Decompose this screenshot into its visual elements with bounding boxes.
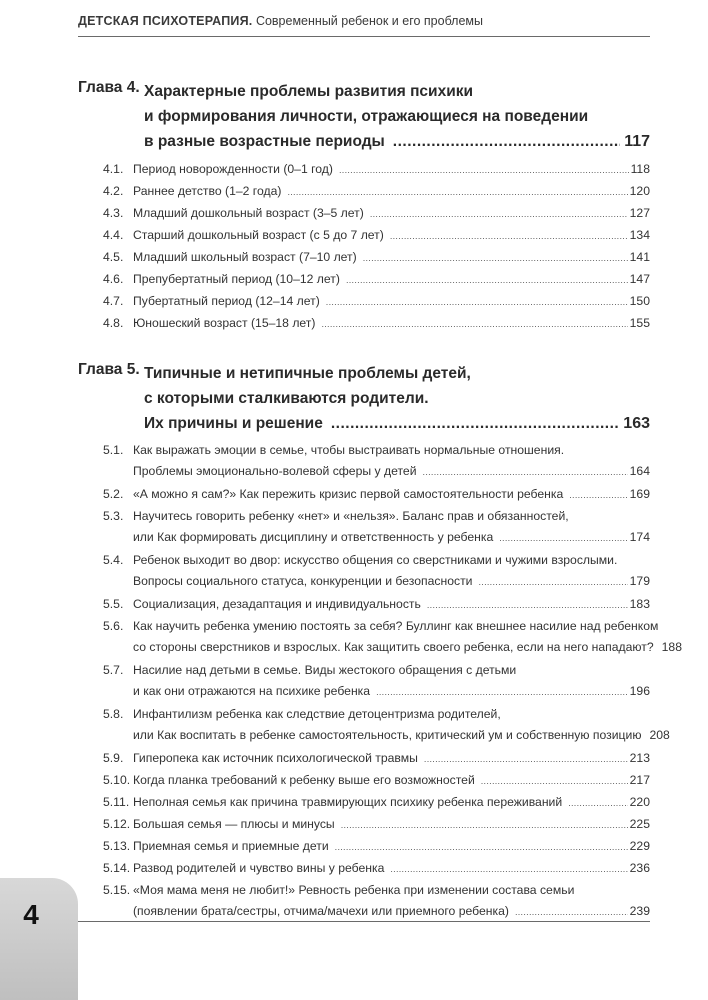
- leader-dots: [424, 749, 628, 770]
- toc-entry[interactable]: [103, 858, 650, 879]
- toc-entry[interactable]: [103, 550, 650, 592]
- leader-dots: [499, 528, 627, 549]
- entry-title: «А можно я сам?» Как пережить кризис первой самостоятельности ребенка: [133, 487, 564, 501]
- leader-dots: [321, 314, 627, 335]
- entry-number: 5.2.: [103, 487, 124, 501]
- entry-number: 5.1.: [103, 443, 124, 457]
- entry-page: 147: [629, 272, 650, 286]
- chapter-page: 117: [624, 133, 650, 150]
- chapter-heading: [78, 361, 650, 437]
- header-rule: [78, 36, 650, 37]
- entry-number: 4.3.: [103, 206, 124, 220]
- entry-page: 196: [629, 684, 650, 698]
- entry-title: Приемная семья и приемные дети: [133, 839, 329, 853]
- entry-page: 120: [629, 184, 650, 198]
- entry-page: 183: [629, 597, 650, 611]
- entry-title: Препубертатный период (10–12 лет): [133, 272, 340, 286]
- entry-page: 239: [629, 904, 650, 918]
- chapter-title-line: Типичные и нетипичные проблемы детей,: [144, 365, 471, 382]
- leader-dots: [390, 859, 627, 880]
- entry-page: 134: [629, 228, 650, 242]
- entry-page: 225: [629, 817, 650, 831]
- chapter-title-line: с которыми сталкиваются родители.: [144, 390, 429, 407]
- chapter-heading: [78, 79, 650, 155]
- entry-number: 5.9.: [103, 751, 124, 765]
- toc-entry[interactable]: [103, 660, 650, 702]
- entry-title: Научитесь говорить ребенку «нет» и «нельзя». Баланс прав и обязанностей,: [133, 509, 569, 523]
- toc-entry[interactable]: [103, 748, 650, 769]
- toc-entry[interactable]: [103, 880, 650, 922]
- entry-number: 5.5.: [103, 597, 124, 611]
- entry-number: 5.15.: [103, 883, 131, 897]
- book-title: ДЕТСКАЯ ПСИХОТЕРАПИЯ.: [78, 14, 253, 28]
- entry-title: Юношеский возраст (15–18 лет): [133, 316, 316, 330]
- leader-dots: [390, 226, 628, 247]
- entry-page: 164: [629, 464, 650, 478]
- entry-page: 188: [661, 640, 682, 654]
- entry-title: Неполная семья как причина травмирующих психику ребенка переживаний: [133, 795, 563, 809]
- entry-page: 118: [630, 162, 650, 176]
- leader-dots: [363, 248, 628, 269]
- entry-page: 208: [649, 728, 670, 742]
- entry-title: Инфантилизм ребенка как следствие детоцентризма родителей,: [133, 707, 501, 721]
- toc-entry[interactable]: [103, 269, 650, 290]
- entry-number: 4.1.: [103, 162, 124, 176]
- entry-number: 5.10.: [103, 773, 131, 787]
- entry-title: Старший дошкольный возраст (с 5 до 7 лет): [133, 228, 384, 242]
- entry-title: Как выражать эмоции в семье, чтобы выстраивать нормальные отношения.: [133, 443, 565, 457]
- toc-entry[interactable]: [103, 484, 650, 505]
- entry-title: «Моя мама меня не любит!» Ревность ребенка при изменении состава семьи: [133, 883, 575, 897]
- entry-page: 217: [629, 773, 650, 787]
- chapter-title-lead: [144, 411, 650, 436]
- entry-page: 141: [629, 250, 650, 264]
- entry-title: Период новорожденности (0–1 год): [133, 162, 333, 176]
- leader-dots: [481, 771, 628, 792]
- book-subtitle: Современный ребенок и его проблемы: [255, 14, 483, 28]
- toc-entry[interactable]: [103, 836, 650, 857]
- footer-rule: [78, 921, 650, 922]
- toc-entry[interactable]: [103, 440, 650, 482]
- entry-title: Младший школьный возраст (7–10 лет): [133, 250, 357, 264]
- entry-title: Как научить ребенка умению постоять за себя? Буллинг как внешнее насилие над ребенком: [133, 619, 659, 633]
- entry-number: 4.5.: [103, 250, 124, 264]
- entry-title: или Как формировать дисциплину и ответственность у ребенка: [133, 530, 494, 544]
- entry-page: 220: [629, 795, 650, 809]
- toc-entry[interactable]: [103, 291, 650, 312]
- entry-number: 5.11.: [103, 795, 130, 809]
- chapter-title-lead: [144, 129, 650, 154]
- toc-entry[interactable]: [103, 704, 670, 746]
- entry-title: Развод родителей и чувство вины у ребенка: [133, 861, 385, 875]
- chapter-page: 163: [623, 415, 650, 432]
- entry-title: Большая семья — плюсы и минусы: [133, 817, 335, 831]
- entry-number: 5.3.: [103, 509, 124, 523]
- leader-dots: [423, 462, 628, 483]
- entry-title: Когда планка требований к ребенку выше его возможностей: [133, 773, 475, 787]
- leader-dots: [427, 595, 628, 616]
- entry-number: 5.14.: [103, 861, 131, 875]
- chapter-number: Глава 5.: [78, 361, 140, 378]
- toc-entry[interactable]: [103, 159, 650, 180]
- page-tab: [0, 878, 78, 1000]
- chapter-title-last-line: Их причины и решение: [144, 415, 323, 432]
- entry-number: 4.7.: [103, 294, 124, 308]
- entry-title: со стороны сверстников и взрослых. Как защитить своего ребенка, если на него нападают?: [133, 640, 654, 654]
- entry-title: (появлении брата/сестры, отчима/мачехи или приемного ребенка): [133, 904, 509, 918]
- entry-number: 5.12.: [103, 817, 131, 831]
- entry-number: 5.7.: [103, 663, 124, 677]
- leader-dots: [478, 572, 627, 593]
- entry-title: Младший дошкольный возраст (3–5 лет): [133, 206, 364, 220]
- leader-dots: [339, 160, 629, 181]
- page-number: 4: [23, 899, 39, 930]
- entry-page: 213: [629, 751, 650, 765]
- leader-dots: [569, 485, 627, 506]
- running-header: [78, 14, 650, 28]
- entry-number: 4.6.: [103, 272, 124, 286]
- leader-dots: [515, 902, 628, 923]
- entry-number: 5.8.: [103, 707, 124, 721]
- entry-number: 4.8.: [103, 316, 124, 330]
- entry-page: 155: [629, 316, 650, 330]
- leader-dots: [331, 411, 619, 436]
- entry-number: 4.4.: [103, 228, 124, 242]
- entry-page: 179: [629, 574, 650, 588]
- toc-entry[interactable]: [103, 770, 650, 791]
- leader-dots: [370, 204, 628, 225]
- entry-number: 4.2.: [103, 184, 124, 198]
- entry-number: 5.6.: [103, 619, 124, 633]
- toc-entry[interactable]: [103, 594, 650, 615]
- chapter-title-line: и формирования личности, отражающиеся на поведении: [144, 108, 589, 125]
- toc-entry[interactable]: [103, 814, 650, 835]
- entry-title: Насилие над детьми в семье. Виды жестокого обращения с детьми: [133, 663, 517, 677]
- chapter-title-line: Характерные проблемы развития психики: [144, 83, 474, 100]
- entry-page: 236: [629, 861, 650, 875]
- leader-dots: [326, 292, 628, 313]
- entry-page: 127: [629, 206, 650, 220]
- toc-entry[interactable]: [103, 181, 650, 202]
- entry-title: или Как воспитать в ребенке самостоятельность, критический ум и собственную позицию: [133, 728, 642, 742]
- entry-title: Раннее детство (1–2 года): [133, 184, 282, 198]
- toc-entry[interactable]: [103, 203, 650, 224]
- entry-page: 150: [629, 294, 650, 308]
- leader-dots: [346, 270, 628, 291]
- leader-dots: [376, 682, 628, 703]
- leader-dots: [335, 837, 628, 858]
- entry-title: Социализация, дезадаптация и индивидуальность: [133, 597, 421, 611]
- toc-entry[interactable]: [103, 225, 650, 246]
- toc-entry[interactable]: [103, 506, 650, 548]
- chapter-title-last-line: в разные возрастные периоды: [144, 133, 385, 150]
- leader-dots: [287, 182, 627, 203]
- entry-title: Пубертатный период (12–14 лет): [133, 294, 320, 308]
- toc-entry[interactable]: [103, 247, 650, 268]
- entry-page: 174: [629, 530, 650, 544]
- entry-title: Ребенок выходит во двор: искусство общения со сверстниками и чужими взрослыми.: [133, 553, 618, 567]
- chapter-number: Глава 4.: [78, 79, 140, 96]
- toc-entry[interactable]: [103, 792, 650, 813]
- leader-dots: [568, 793, 627, 814]
- entry-title: и как они отражаются на психике ребенка: [133, 684, 371, 698]
- leader-dots: [393, 129, 620, 154]
- entry-number: 5.13.: [103, 839, 131, 853]
- entry-page: 229: [629, 839, 650, 853]
- entry-title: Проблемы эмоционально-волевой сферы у детей: [133, 464, 417, 478]
- toc-entry[interactable]: [103, 313, 650, 334]
- entry-number: 5.4.: [103, 553, 124, 567]
- entry-title: Вопросы социального статуса, конкуренции и безопасности: [133, 574, 473, 588]
- toc-entry[interactable]: [103, 616, 682, 658]
- entry-title: Гиперопека как источник психологической травмы: [133, 751, 418, 765]
- entry-page: 169: [629, 487, 650, 501]
- leader-dots: [341, 815, 628, 836]
